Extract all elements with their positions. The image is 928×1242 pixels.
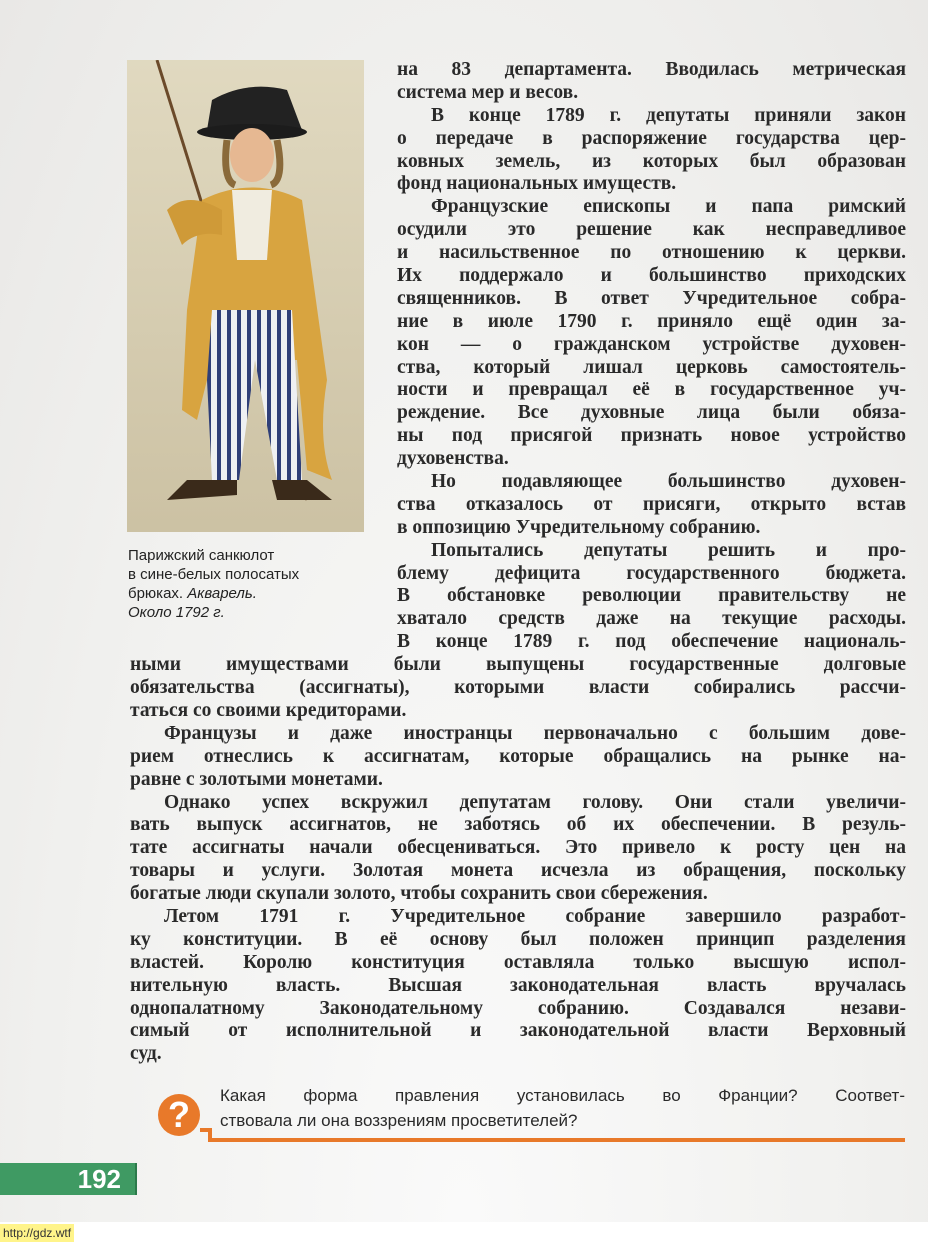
text-line: богатые люди скупали золото, чтобы сохранить свои сбережения. [130,883,708,905]
caption-line: в сине-белых полосатых [128,566,300,583]
text-line: В конце 1789 г. депутаты приняли закон [431,104,906,126]
text-line: духовенства. [397,448,509,470]
text-line: ковных земель, из которых был образован [397,150,906,172]
page-number: 192 [77,1164,121,1194]
text-line: хватало средств даже на текущие расходы. [397,608,906,630]
text-line: Французы и даже иностранцы первоначально с большим дове- [164,722,906,744]
text-line: система мер и весов. [397,81,579,103]
text-line: осудили это решение как несправедливое [397,219,906,241]
text-line: Французские епископы и папа римский [431,196,906,218]
text-line: фонд национальных имуществ. [397,173,677,195]
question-line: ствовала ли она воззрениям просветителей? [220,1111,578,1130]
text-line: ку конституции. В её основу был положен принцип разделения [130,928,906,950]
question-line: Какая форма правления установилась во Франции? Соответ- [220,1086,905,1105]
caption-medium: Акварель. [187,585,257,602]
text-line: равне с золотыми монетами. [130,768,383,790]
watermark-link[interactable]: http://gdz.wtf [0,1224,74,1242]
text-line: однопалатному Законодательному собранию. Создавался незави- [130,997,906,1019]
text-line: Летом 1791 г. Учредительное собрание завершило разработ- [164,905,906,927]
paragraph [130,471,906,540]
text-line: ние в июле 1790 г. приняло ещё один за- [397,310,906,332]
text-line: Однако успех вскружил депутатам голову. Они стали увеличи- [164,791,906,813]
text-line: рием отнеслись к ассигнатам, которые обращались на рынке на- [130,745,906,767]
text-line: ными имуществами были выпущены государственные долговые [130,654,906,676]
caption-text: брюках. [128,585,184,602]
scan-margin [0,1222,928,1242]
page-number-tab [0,1163,137,1195]
text-line: Но подавляющее большинство духовен- [431,471,906,493]
text-line: в оппозицию Учредительному собранию. [397,516,761,538]
paragraph [130,540,906,723]
question-box [150,1082,910,1146]
text-line: ности и превращал её в государственное уч- [397,379,906,401]
text-line: о передаче в распоряжение государства цер- [397,127,906,149]
text-line: В конце 1789 г. под обеспечение националь- [397,631,906,653]
text-line: Их поддержало и большинство приходских [397,265,906,287]
text-line: властей. Королю конституция оставляла только высшую испол- [130,951,906,973]
text-line: кон — о гражданском устройстве духовен- [397,333,906,355]
text-line: Попытались депутаты решить и про- [431,539,906,561]
text-line: ны под присягой признать новое устройство [397,425,906,447]
text-line: симый от исполнительной и законодательной власти Верховный [130,1020,906,1042]
paragraph [130,59,906,105]
body-text [130,59,906,1066]
question-mark-icon: ? [158,1094,200,1136]
text-line: тате ассигнаты начали обесцениваться. Это привело к росту цен на [130,837,906,859]
text-line: блему дефицита государственного бюджета. [397,562,906,584]
text-line: вать выпуск ассигнатов, не заботясь об их обеспечении. В резуль- [130,814,906,836]
text-line: и насильственное по отношению к церкви. [397,242,906,264]
text-line: священников. В ответ Учредительное собра- [397,287,906,309]
text-line: товары и услуги. Золотая монета исчезла из обращения, поскольку [130,860,906,882]
question-divider [210,1138,905,1142]
text-line: В обстановке революции правительству не [397,585,906,607]
text-line: реждение. Все духовные лица были обяза- [397,402,906,424]
text-line: таться со своими кредиторами. [130,699,407,721]
caption-line: Парижский санкюлот [128,547,275,564]
paragraph [130,723,906,792]
paragraph [130,906,906,1066]
text-line: на 83 департамента. Вводилась метрическая [397,59,906,80]
text-line: обязательства (ассигнаты), которыми власти собирались рассчи- [130,677,906,699]
paragraph [130,792,906,906]
text-line: нительную власть. Высшая законодательная власть вручалась [130,974,906,996]
caption-date: Около 1792 г. [128,604,225,621]
text-line: ства, который лишал церковь самостоятель- [397,356,906,378]
question-text [220,1083,905,1133]
text-line: ства отказалось от присяги, открыто встав [397,493,906,515]
paragraph [130,105,906,197]
text-line: суд. [130,1043,162,1065]
paragraph [130,196,906,471]
